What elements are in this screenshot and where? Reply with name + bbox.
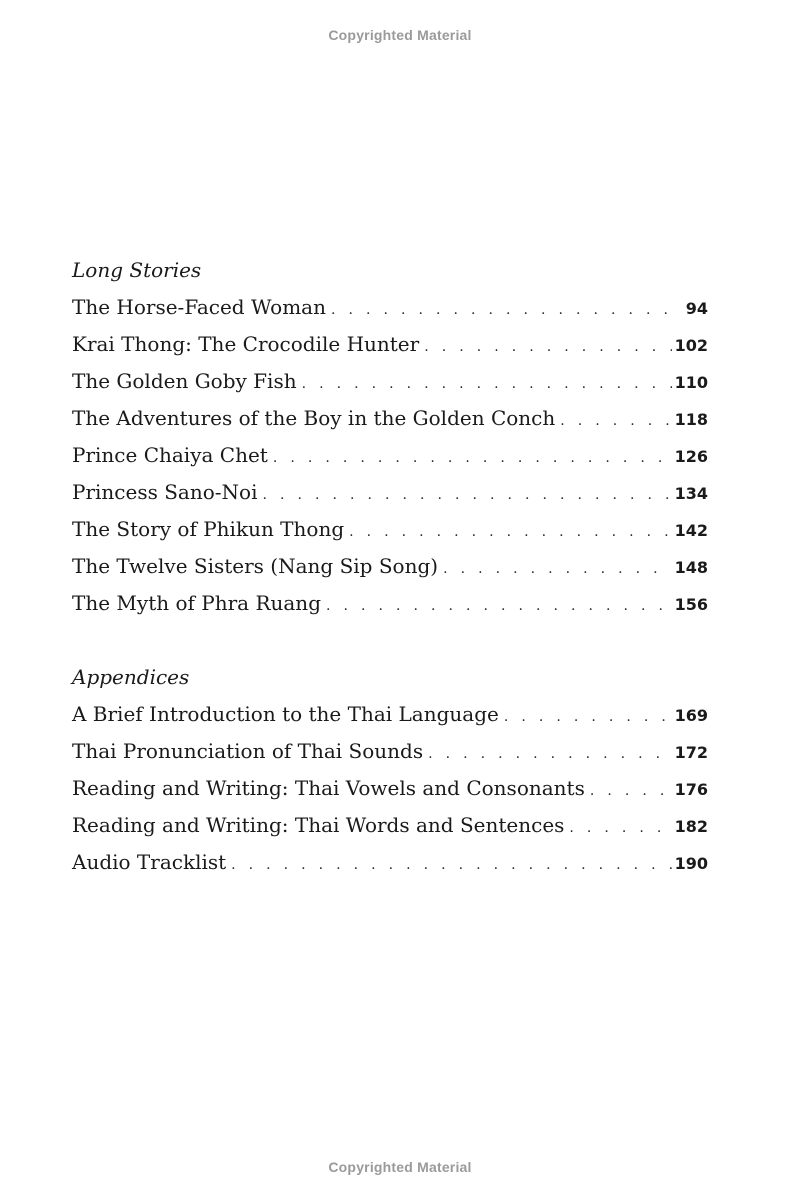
dot-leader [231, 847, 671, 884]
toc-entry-title: Krai Thong: The Crocodile Hunter [72, 332, 420, 356]
dot-leader [349, 514, 671, 551]
dot-leader [504, 699, 672, 736]
dot-leader [569, 810, 671, 847]
section-heading-long-stories: Long Stories [72, 258, 202, 282]
toc-entry-title: Audio Tracklist [72, 850, 227, 874]
toc-entry-title: Prince Chaiya Chet [72, 443, 268, 467]
toc-entry[interactable] [72, 696, 708, 733]
toc-entry[interactable] [72, 289, 708, 326]
toc-entry-title: Thai Pronunciation of Thai Sounds [72, 739, 424, 763]
section-gap [72, 622, 708, 659]
dot-leader [443, 551, 672, 588]
toc-entry-title: The Adventures of the Boy in the Golden Conch [72, 406, 556, 430]
dot-leader [331, 292, 675, 329]
toc-entry-page: 126 [674, 447, 708, 466]
toc-entry[interactable] [72, 844, 708, 881]
toc-entry[interactable] [72, 585, 708, 622]
toc-entry[interactable] [72, 770, 708, 807]
dot-leader [424, 329, 671, 366]
toc-entry-title: A Brief Introduction to the Thai Language [72, 702, 499, 726]
toc-entry-page: 172 [674, 743, 708, 762]
copyright-watermark-top: Copyrighted Material [328, 27, 472, 43]
dot-leader [428, 736, 671, 773]
toc-entry-title: The Myth of Phra Ruang [72, 591, 321, 615]
copyright-watermark-bottom: Copyrighted Material [328, 1159, 472, 1175]
toc-entry-page: 148 [674, 558, 708, 577]
toc-entry-page: 176 [674, 780, 708, 799]
toc-entry-page: 190 [674, 854, 708, 873]
toc-entry-page: 169 [674, 706, 708, 725]
dot-leader [560, 403, 671, 440]
toc-entry-title: Reading and Writing: Thai Vowels and Consonants [72, 776, 585, 800]
toc-entry[interactable] [72, 548, 708, 585]
toc-entry-page: 102 [674, 336, 708, 355]
dot-leader [326, 588, 672, 625]
toc-entry-title: The Horse-Faced Woman [72, 295, 326, 319]
toc-entry-page: 118 [674, 410, 708, 429]
dot-leader [302, 366, 672, 403]
dot-leader [590, 773, 672, 810]
toc-entry-title: Princess Sano-Noi [72, 480, 258, 504]
toc-entry[interactable] [72, 511, 708, 548]
section-heading-appendices: Appendices [72, 665, 190, 689]
toc-entry[interactable] [72, 807, 708, 844]
toc-entry-page: 142 [674, 521, 708, 540]
toc-entry-title: The Twelve Sisters (Nang Sip Song) [72, 554, 439, 578]
toc-entry-page: 156 [674, 595, 708, 614]
toc-entry-page: 134 [674, 484, 708, 503]
toc-entry[interactable] [72, 437, 708, 474]
table-of-contents [72, 252, 708, 881]
toc-entry-page: 110 [674, 373, 708, 392]
toc-entry[interactable] [72, 326, 708, 363]
toc-entry-page: 182 [674, 817, 708, 836]
dot-leader [262, 477, 671, 514]
toc-entry[interactable] [72, 400, 708, 437]
toc-entry-page: 94 [685, 299, 708, 318]
dot-leader [273, 440, 672, 477]
toc-entry[interactable] [72, 733, 708, 770]
toc-entry[interactable] [72, 363, 708, 400]
toc-entry[interactable] [72, 474, 708, 511]
toc-entry-title: The Golden Goby Fish [72, 369, 297, 393]
toc-entry-title: The Story of Phikun Thong [72, 517, 345, 541]
toc-entry-title: Reading and Writing: Thai Words and Sentences [72, 813, 565, 837]
